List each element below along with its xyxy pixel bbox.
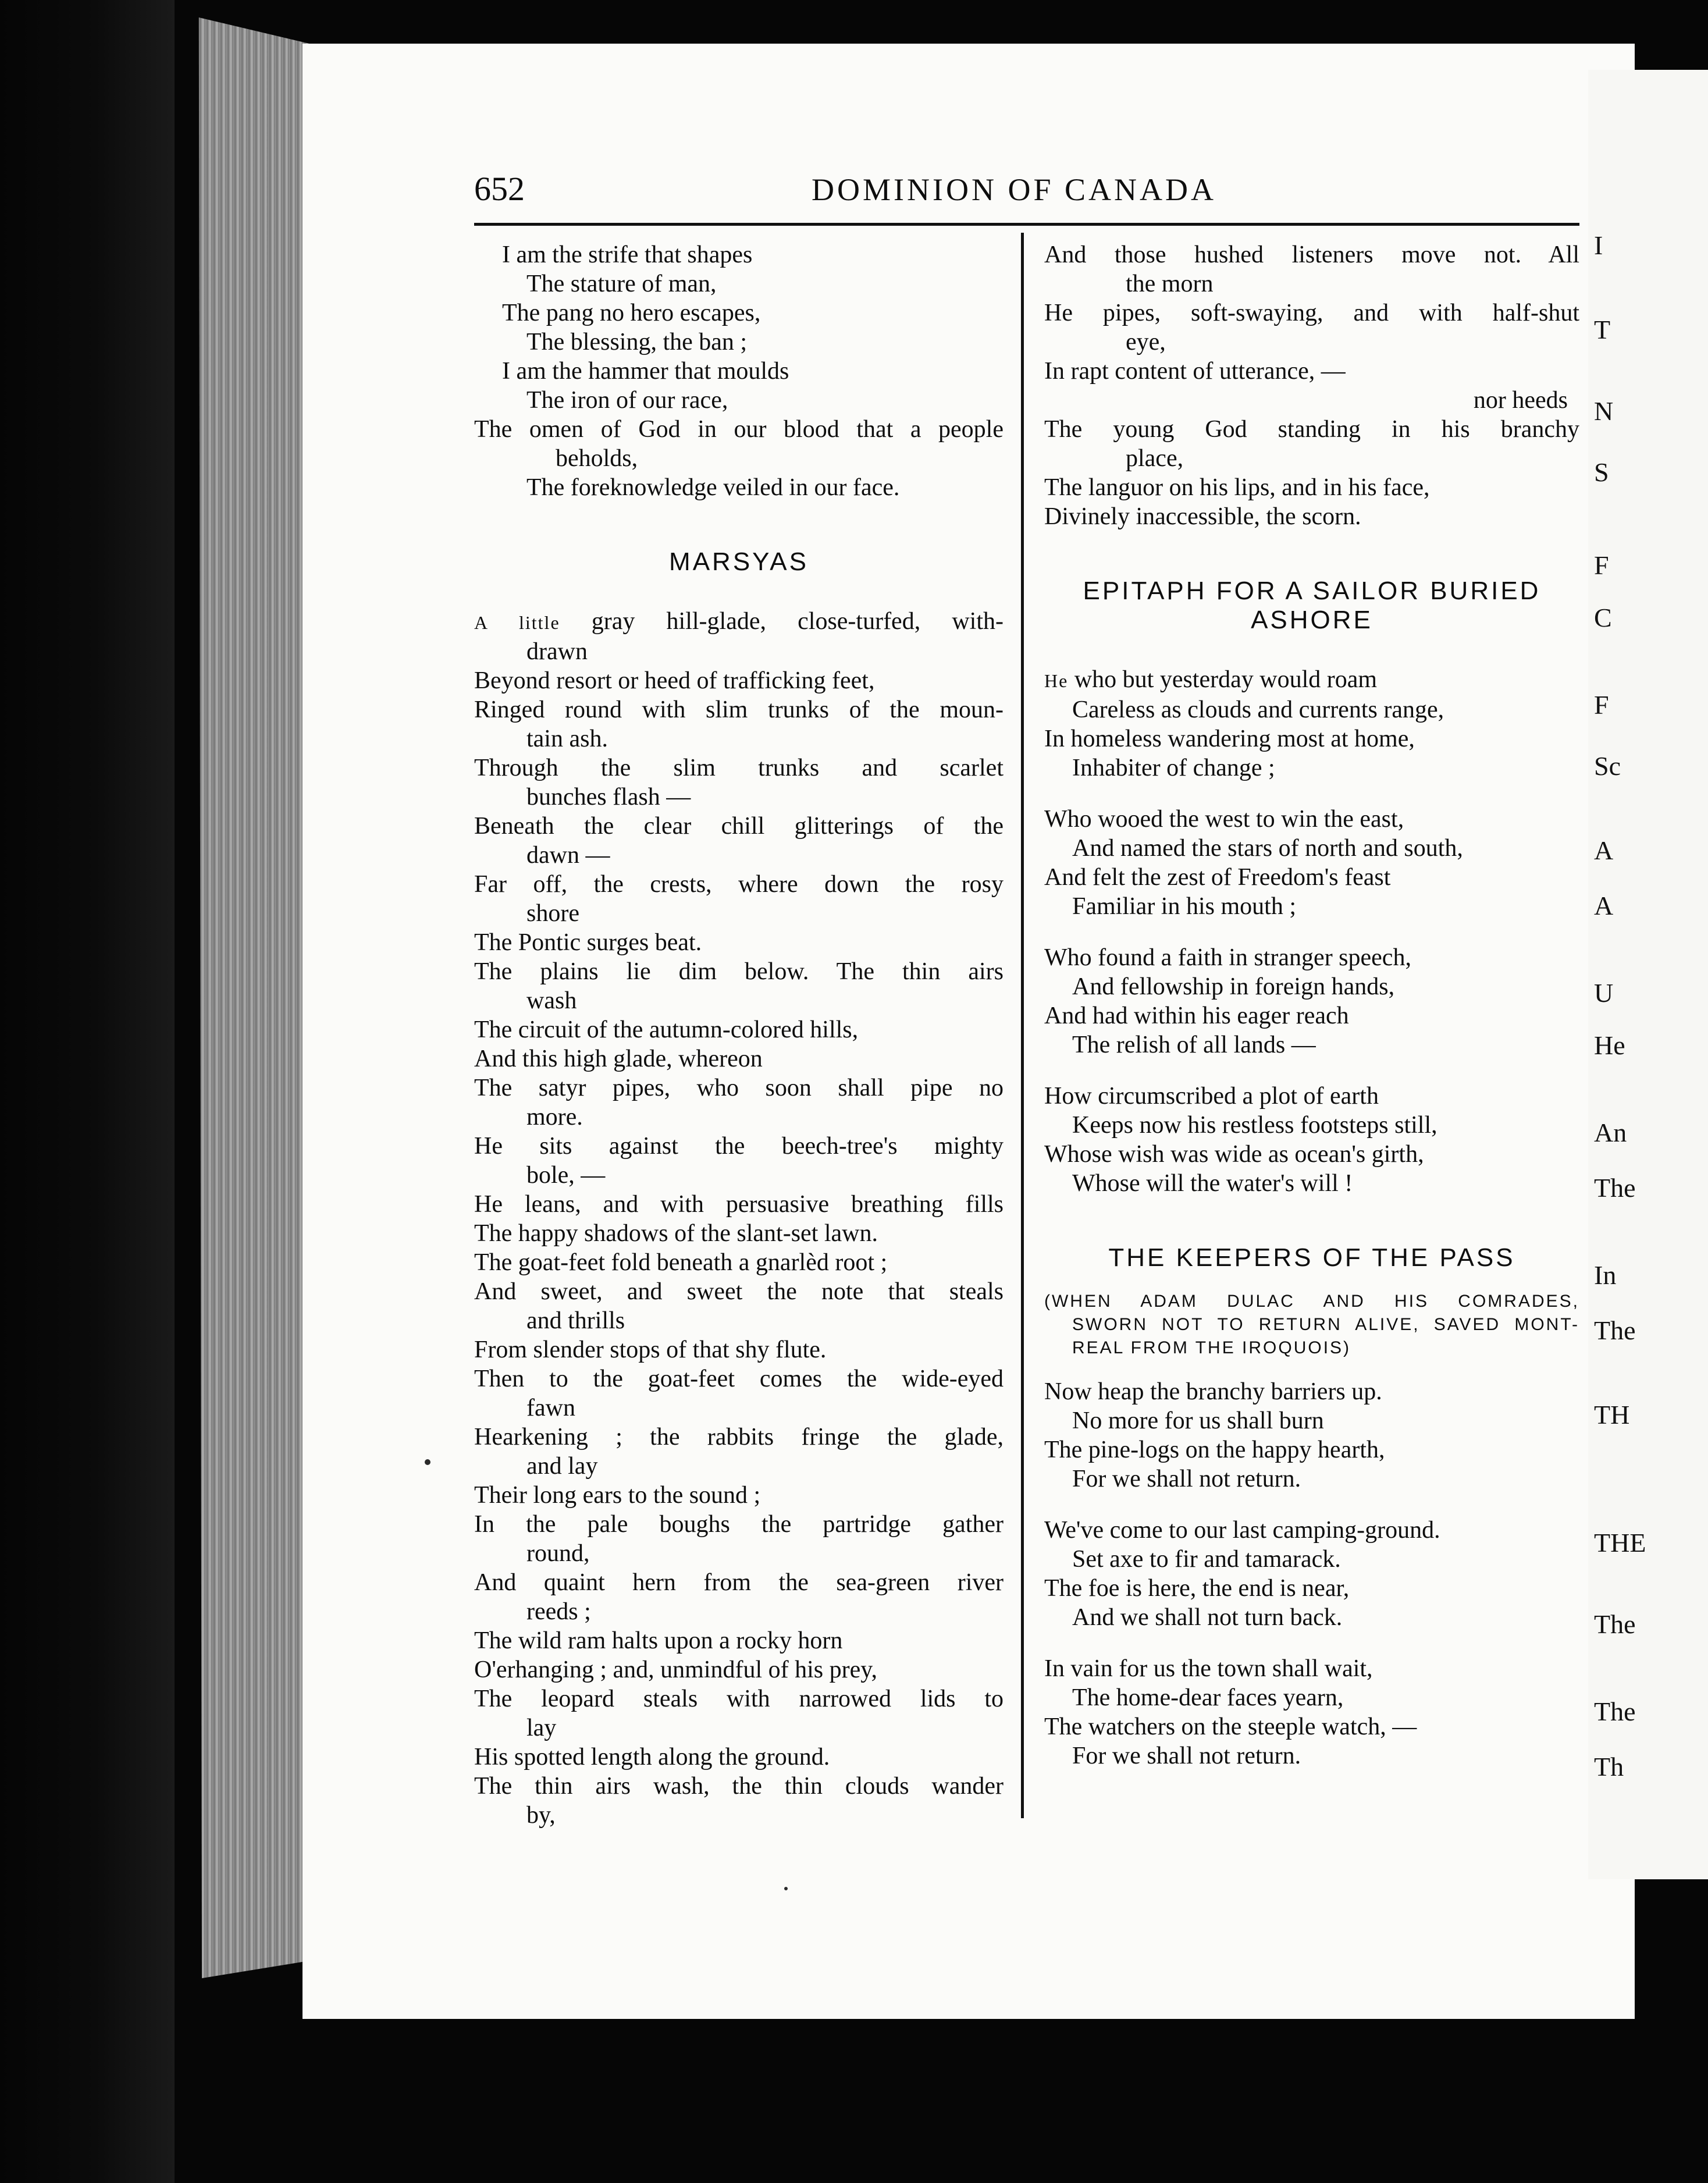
poem-line: bole, —: [526, 1162, 606, 1189]
first-line-text: who but yesterday would roam: [1068, 666, 1378, 693]
facing-fragment: In: [1594, 1260, 1617, 1290]
poem-line: round,: [526, 1540, 590, 1567]
poem-line: He pipes, soft-swaying, and with half-shut: [1044, 300, 1579, 326]
poem-line: And had within his eager reach: [1044, 1002, 1349, 1029]
poem-line: The thin airs wash, the thin clouds wander: [474, 1773, 1004, 1800]
poem-line: Then to the goat-feet comes the wide-eyed: [474, 1366, 1004, 1392]
poem-line: The Pontic surges beat.: [474, 929, 702, 956]
poem-line: Their long ears to the sound ;: [474, 1482, 761, 1509]
facing-fragment: Th: [1594, 1752, 1624, 1782]
poem-line: The plains lie dim below. The thin airs: [474, 958, 1004, 985]
poem-line: lay: [526, 1715, 557, 1741]
poem-line: His spotted length along the ground.: [474, 1744, 830, 1770]
poem-line: The satyr pipes, who soon shall pipe no: [474, 1075, 1004, 1101]
poem-line: Whose wish was wide as ocean's girth,: [1044, 1141, 1424, 1168]
facing-fragment: C: [1594, 603, 1612, 632]
poem-line: and thrills: [526, 1307, 625, 1334]
epitaph-stanza-1: [1044, 695, 1579, 783]
keepers-subtitle-line: REAL FROM THE IROQUOIS): [1072, 1338, 1351, 1357]
keepers-stanza-1: [1044, 1377, 1579, 1494]
poem-line: The leopard steals with narrowed lids to: [474, 1686, 1004, 1712]
poem-line: For we shall not return.: [1072, 1466, 1301, 1492]
poem-line: The happy shadows of the slant-set lawn.: [474, 1220, 878, 1247]
poem-line: shore: [526, 900, 579, 927]
poem-line: Set axe to fir and tamarack.: [1072, 1546, 1341, 1573]
poem-line: Beneath the clear chill glitterings of the: [474, 813, 1004, 840]
facing-fragment: Sc: [1594, 751, 1621, 781]
header-rule: [474, 223, 1579, 226]
poem-line: by,: [526, 1802, 556, 1829]
epitaph-stanza-4: [1044, 1082, 1579, 1198]
facing-fragment: The: [1594, 1316, 1636, 1345]
poem-line: drawn: [526, 638, 588, 665]
poem-line: The foreknowledge veiled in our face.: [526, 474, 900, 501]
poem-line: eye,: [1126, 329, 1166, 355]
poem-line: Beyond resort or heed of trafficking feet,: [474, 667, 875, 694]
epitaph-title: EPITAPH FOR A SAILOR BURIED: [1083, 577, 1541, 605]
facing-fragment: N: [1594, 396, 1614, 426]
marsyas-first-line: [474, 607, 1004, 637]
column-divider: [1021, 233, 1024, 1818]
right-column: [1044, 240, 1579, 1770]
page-header: [474, 166, 1579, 218]
facing-fragment: THE: [1594, 1528, 1646, 1558]
poem-line: Now heap the branchy barriers up.: [1044, 1378, 1382, 1405]
poem-line: place,: [1126, 445, 1184, 472]
poem-line: Far off, the crests, where down the rosy: [474, 871, 1004, 898]
poem-line: nor heeds: [1473, 387, 1568, 414]
print-speck: [784, 1887, 788, 1890]
poem-line: For we shall not return.: [1072, 1743, 1301, 1769]
first-line-text: gray hill-glade, close-turfed, with-: [560, 608, 1004, 635]
poem-line: The omen of God in our blood that a people: [474, 416, 1004, 443]
facing-fragment: The: [1594, 1173, 1636, 1203]
poem-line: O'erhanging ; and, unmindful of his prey,: [474, 1656, 878, 1683]
facing-fragment: F: [1594, 550, 1609, 580]
poem-line: Careless as clouds and currents range,: [1072, 696, 1444, 723]
poem-line: The languor on his lips, and in his face,: [1044, 474, 1430, 501]
keepers-stanza-3: [1044, 1654, 1579, 1770]
poem-line: Familiar in his mouth ;: [1072, 893, 1296, 920]
poem-line: tain ash.: [526, 726, 608, 752]
poem-line: And fellowship in foreign hands,: [1072, 973, 1395, 1000]
poem-line: Ringed round with slim trunks of the moun-: [474, 696, 1004, 723]
keepers-subtitle-line: SWORN NOT TO RETURN ALIVE, SAVED MONT-: [1072, 1315, 1579, 1334]
facing-fragment: A: [1594, 891, 1614, 920]
keepers-title: THE KEEPERS OF THE PASS: [1108, 1243, 1515, 1272]
poem-line: The iron of our race,: [526, 387, 728, 414]
poem-line: more.: [526, 1104, 583, 1130]
poem-line: And this high glade, whereon: [474, 1046, 763, 1072]
marsyas-poem: [474, 637, 1004, 1830]
facing-fragment: S: [1594, 457, 1609, 487]
epitaph-stanza-2: [1044, 805, 1579, 921]
poem-line: The young God standing in his branchy: [1044, 416, 1579, 443]
poem-line: Inhabiter of change ;: [1072, 755, 1275, 781]
poem-line: and lay: [526, 1453, 598, 1480]
running-head: DOMINION OF CANADA: [812, 172, 1216, 207]
poem-line: The stature of man,: [526, 271, 717, 297]
poem-line: bunches flash —: [526, 784, 691, 810]
keepers-stanza-2: [1044, 1516, 1579, 1632]
print-speck: [425, 1459, 430, 1465]
book-page-edges: [172, 17, 323, 1978]
poem-line: Hearkening ; the rabbits fringe the glade,: [474, 1424, 1004, 1450]
poem-line: The pang no hero escapes,: [502, 300, 761, 326]
poem-line: wash: [526, 987, 577, 1014]
facing-fragment: TH: [1594, 1400, 1630, 1430]
dark-background-left: [0, 0, 175, 2183]
poem-line: The wild ram halts upon a rocky horn: [474, 1627, 843, 1654]
facing-fragment: The: [1594, 1697, 1636, 1726]
poem-line: He leans, and with persuasive breathing fills: [474, 1191, 1004, 1218]
poem-line: Whose will the water's will !: [1072, 1170, 1353, 1197]
poem-line: beholds,: [556, 445, 638, 472]
poem-line: Through the slim trunks and scarlet: [474, 755, 1004, 781]
page-number: 652: [474, 170, 525, 208]
poem-line: The goat-feet fold beneath a gnarlèd root ;: [474, 1249, 888, 1276]
drop-word: He: [1044, 670, 1069, 691]
poem-line: How circumscribed a plot of earth: [1044, 1083, 1379, 1110]
marsyas-title: MARSYAS: [669, 547, 809, 576]
facing-fragment: U: [1594, 978, 1614, 1008]
poem-line: The circuit of the autumn-colored hills,: [474, 1016, 859, 1043]
poem-ending: [474, 240, 1004, 502]
poem-line: He sits against the beech-tree's mighty: [474, 1133, 1004, 1160]
facing-fragment: The: [1594, 1609, 1636, 1639]
facing-fragment: F: [1594, 690, 1609, 720]
poem-line: And felt the zest of Freedom's feast: [1044, 864, 1391, 891]
poem-line: Who found a faith in stranger speech,: [1044, 944, 1411, 971]
poem-line: Who wooed the west to win the east,: [1044, 806, 1404, 833]
poem-line: And quaint hern from the sea-green river: [474, 1569, 1004, 1596]
drop-word: A little: [474, 612, 560, 633]
poem-line: dawn —: [526, 842, 610, 869]
poem-line: The foe is here, the end is near,: [1044, 1575, 1350, 1602]
left-column: [474, 240, 1004, 1830]
poem-line: And named the stars of north and south,: [1072, 835, 1463, 862]
facing-page-edge: [1588, 70, 1708, 1879]
poem-line: In homeless wandering most at home,: [1044, 726, 1415, 752]
poem-line: The relish of all lands —: [1072, 1032, 1316, 1058]
poem-line: The home-dear faces yearn,: [1072, 1684, 1344, 1711]
poem-line: In rapt content of utterance, —: [1044, 358, 1346, 385]
poem-line: The watchers on the steeple watch, —: [1044, 1713, 1417, 1740]
poem-line: And we shall not turn back.: [1072, 1604, 1343, 1631]
poem-line: And those hushed listeners move not. All: [1044, 241, 1579, 268]
poem-line: fawn: [526, 1395, 575, 1421]
poem-line: The blessing, the ban ;: [526, 329, 748, 355]
marsyas-continuation: [1044, 240, 1579, 531]
facing-fragment: An: [1594, 1118, 1627, 1147]
epitaph-title-line-2: ASHORE: [1251, 606, 1373, 634]
poem-line: Divinely inaccessible, the scorn.: [1044, 503, 1361, 530]
poem-line: In the pale boughs the partridge gather: [474, 1511, 1004, 1538]
poem-line: I am the hammer that moulds: [502, 358, 789, 385]
poem-line: From slender stops of that shy flute.: [474, 1336, 827, 1363]
epitaph-stanza-3: [1044, 943, 1579, 1059]
poem-line: And sweet, and sweet the note that steals: [474, 1278, 1004, 1305]
facing-fragment: T: [1594, 315, 1611, 344]
poem-line: The pine-logs on the happy hearth,: [1044, 1437, 1385, 1463]
poem-line: reeds ;: [526, 1598, 591, 1625]
poem-line: I am the strife that shapes: [502, 241, 753, 268]
poem-line: the morn: [1126, 271, 1214, 297]
keepers-subtitle-line: (WHEN ADAM DULAC AND HIS COMRADES,: [1044, 1292, 1579, 1311]
poem-line: In vain for us the town shall wait,: [1044, 1655, 1373, 1682]
facing-fragment: He: [1594, 1030, 1625, 1060]
facing-fragment: I: [1594, 230, 1603, 260]
poem-line: We've come to our last camping-ground.: [1044, 1517, 1440, 1544]
poem-line: Keeps now his restless footsteps still,: [1072, 1112, 1437, 1139]
poem-line: No more for us shall burn: [1072, 1407, 1324, 1434]
epitaph-first-line: [1044, 665, 1579, 695]
facing-fragment: A: [1594, 835, 1614, 865]
